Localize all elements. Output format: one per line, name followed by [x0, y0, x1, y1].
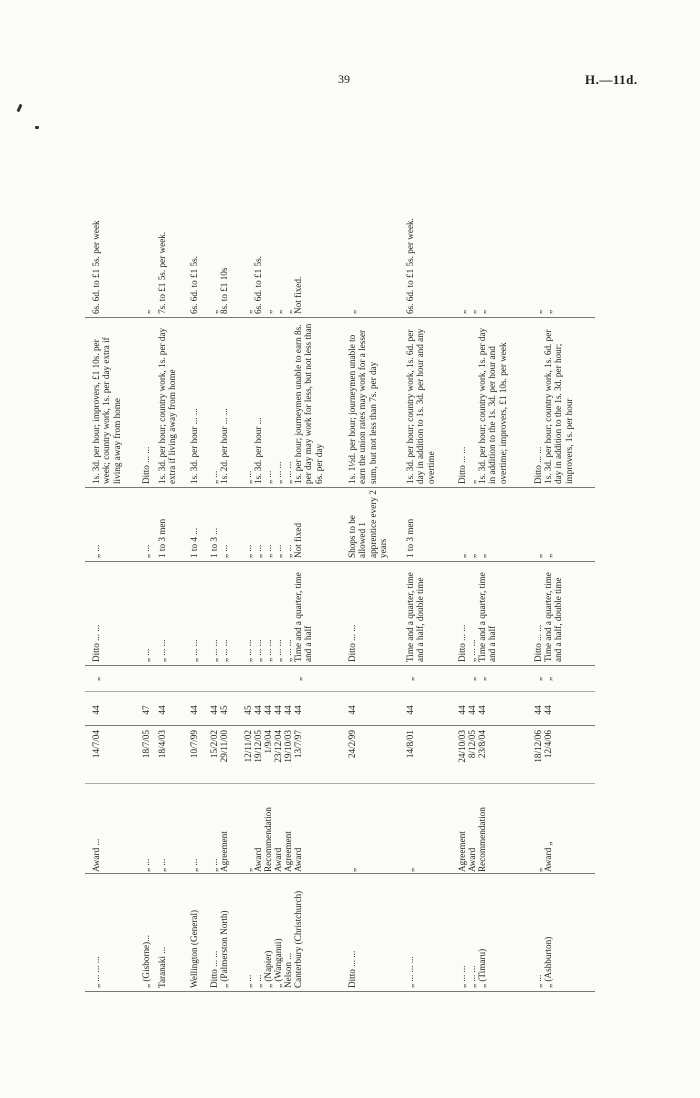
cell-district: Ditto ... ... [209, 950, 219, 988]
table-row [533, 102, 543, 992]
cell-ratio: „ [477, 553, 487, 558]
cell-range: „ [263, 309, 273, 314]
cell-district: „ ... [253, 974, 263, 988]
cell-wage: 1s. per hour; journeymen unable to earn 8s. per day may work for less, but not less than 6s. per day [293, 323, 324, 484]
cell-ot1 [157, 668, 189, 690]
cell-ratio: „ [457, 553, 467, 558]
table-row [253, 102, 263, 992]
cell-proceeding: Award [253, 847, 263, 872]
cell-ot1 [457, 668, 467, 690]
cell-range: „ [141, 309, 151, 314]
cell-wage: Ditto ... ... [457, 446, 467, 484]
cell-district: „ (Palmerston North) [219, 910, 229, 988]
cell-range: „ [543, 309, 553, 314]
cell-date: 24/10/03 [457, 730, 467, 763]
cell-proceeding: Agreement [283, 831, 293, 872]
cell-ratio: „ ... [263, 544, 273, 558]
wage-rates-table [85, 102, 595, 992]
cell-hours: 44 [157, 705, 167, 715]
cell-hours: 44 [253, 705, 263, 715]
cell-date: 18/7/05 [141, 730, 151, 759]
cell-ratio: Shops to be allowed 1 apprentice every 2 years [347, 490, 389, 558]
cell-date: 24/2/99 [347, 730, 357, 759]
cell-hours: 44 [283, 705, 293, 715]
cell-wage: 1s. 1½d. per hour; journeymen unable to earn the union rates may work for a lesser sum, but not less than 7s. per day [347, 329, 378, 484]
table-row [543, 102, 603, 992]
cell-ratio: 1 to 3 ... [209, 527, 219, 558]
cell-district: „ ... [243, 974, 253, 988]
cell-date: 14/8/01 [405, 730, 415, 759]
cell-ot1 [243, 668, 253, 690]
cell-range: „ [533, 309, 543, 314]
cell-range: „ [243, 309, 253, 314]
cell-wage: 1s. 3d. per hour; country work, 1s. 6d. per day in addition to the 1s. 3d. per hour; improvers, 1s. per hour [543, 329, 574, 484]
cell-hours: 44 [457, 705, 467, 715]
cell-wage: „ ... [209, 470, 219, 484]
cell-district: Nelson ... [283, 952, 293, 988]
cell-proceeding: Award [467, 847, 477, 872]
cell-proceeding: „ [533, 867, 543, 872]
margin-mark [16, 104, 22, 113]
cell-wage: „ [467, 479, 477, 484]
cell-ot1 [273, 668, 283, 690]
table-row [141, 102, 157, 992]
cell-district: „ ... [533, 974, 543, 988]
cell-hours: 45 [243, 705, 253, 715]
cell-ratio: „ [533, 553, 543, 558]
cell-overtime: „ ... ... [283, 639, 293, 662]
table-row [209, 102, 219, 992]
cell-range: Not fixed. [293, 276, 303, 314]
cell-range: „ [209, 309, 219, 314]
cell-district: „ (Napier) [263, 950, 273, 988]
cell-hours: 44 [347, 705, 357, 715]
table-row [157, 102, 189, 992]
cell-ratio: „ ... [283, 544, 293, 558]
cell-range: „ [347, 309, 357, 314]
cell-hours: 44 [405, 705, 415, 715]
cell-ot1 [209, 668, 219, 690]
cell-hours: 44 [477, 705, 487, 715]
table-row [91, 102, 141, 992]
cell-ot1: „ [293, 676, 303, 682]
cell-date: 18/4/03 [157, 730, 167, 759]
table-row [273, 102, 283, 992]
cell-hours: 44 [189, 705, 199, 715]
cell-date: 12/11/02 [243, 730, 253, 763]
cell-wage: 1s. 3d. per hour; country work, 1s. per day in addition to the 1s. 3d. per hour and overtime; improvers, £1 10s. per week [477, 327, 508, 484]
cell-ot1: „ [467, 676, 477, 682]
cell-range: 6s. 6d. to £1 5s. per week [91, 220, 101, 314]
cell-ot1 [283, 668, 293, 690]
cell-wage: „ ... [243, 470, 253, 484]
cell-hours: 44 [467, 705, 477, 715]
cell-proceeding: Agreement [219, 831, 229, 872]
cell-wage: „ ... [263, 470, 273, 484]
cell-wage: 1s. 3d. per hour; improvers, £1 10s. per week; country work, 1s. per day extra if living away from home [91, 337, 122, 484]
cell-range: 6s. 6d. to £1 5s. [189, 256, 199, 314]
cell-proceeding: Recommendation [477, 807, 487, 872]
cell-ratio: „ ... [273, 544, 283, 558]
cell-overtime: Time and a quarter, time and a half [477, 572, 498, 662]
page-number: 39 [338, 72, 350, 86]
cell-overtime: Ditto ... ... [91, 624, 101, 662]
cell-overtime: „ ... ... [467, 639, 477, 662]
cell-proceeding: „ ... [209, 858, 219, 872]
table-row [405, 102, 457, 992]
cell-district: „ ... ... ... [405, 956, 415, 988]
cell-hours: 44 [293, 705, 303, 715]
cell-proceeding: Award [273, 847, 283, 872]
cell-district: „ (Wanganui) [273, 938, 283, 988]
cell-range: 6s. 6d. to £1 5s. per week. [405, 218, 415, 314]
cell-ot1 [253, 668, 263, 690]
cell-ratio: 1 to 3 men [157, 518, 167, 558]
table-row [457, 102, 467, 992]
cell-ratio: „ ... [141, 544, 151, 558]
cell-proceeding: Agreement [457, 831, 467, 872]
cell-ratio: „ ... [91, 544, 101, 558]
cell-overtime: „ ... ... [263, 639, 273, 662]
cell-date: 19/10/03 [283, 730, 293, 763]
cell-date: 12/4/06 [543, 730, 553, 759]
cell-ot1 [347, 668, 405, 690]
table-row [347, 102, 405, 992]
cell-proceeding: Award [293, 847, 303, 872]
cell-proceeding: „ ... [157, 858, 167, 872]
cell-range: 6s. 6d. to £1 5s. [253, 256, 263, 314]
cell-overtime: „ ... ... [219, 639, 229, 662]
cell-overtime: Ditto ... ... [533, 624, 543, 662]
cell-proceeding: „ ... [189, 858, 199, 872]
cell-proceeding: „ ... [141, 858, 151, 872]
cell-overtime: „ ... [141, 648, 151, 662]
cell-date: 23/8/04 [477, 730, 487, 759]
cell-wage: 1s. 3d. per hour ... [253, 417, 263, 484]
cell-ratio: „ [543, 553, 553, 558]
cell-date: 29/11/00 [219, 730, 229, 763]
cell-ratio: „ [467, 553, 477, 558]
cell-date: 1/9/04 [263, 730, 273, 754]
cell-date: 19/12/05 [253, 730, 263, 763]
cell-wage: 1s. 3d. per hour; country work, 1s. 6d. per day in addition to 1s. 3d. per hour and any overtime [405, 328, 436, 484]
cell-wage: 1s. 2d. per hour ... ... [219, 408, 229, 484]
cell-ratio: 1 to 3 men [405, 518, 415, 558]
cell-district: „ ... ... ... [91, 956, 101, 988]
cell-overtime: „ ... ... [189, 639, 199, 662]
cell-hours: 44 [209, 705, 219, 715]
cell-wage: Ditto ... ... [533, 446, 543, 484]
table-row [243, 102, 253, 992]
cell-overtime: „ ... ... [253, 639, 263, 662]
cell-range: 8s. to £1 10s [219, 267, 229, 314]
cell-wage: 1s. 3d. per hour ... ... [189, 408, 199, 484]
cell-range: 7s. to £1 5s. per week. [157, 231, 167, 314]
cell-hours: 45 [219, 705, 229, 715]
cell-overtime: „ ... ... [243, 639, 253, 662]
cell-overtime: Ditto ... ... [457, 624, 467, 662]
cell-proceeding: Award „ [543, 841, 553, 872]
cell-district: Wellington (General) [189, 909, 199, 988]
cell-overtime: „ ... ... [157, 639, 167, 662]
table-row [283, 102, 293, 992]
cell-district: Ditto ... ... [347, 950, 357, 988]
cell-ot1: „ [543, 676, 553, 682]
cell-proceeding: „ [243, 867, 253, 872]
cell-wage: „ ... ... [283, 461, 293, 484]
cell-range: „ [283, 309, 293, 314]
cell-overtime: Time and a quarter, time and a half, double time [405, 572, 426, 662]
cell-ratio: „ ... [219, 544, 229, 558]
cell-range: „ [477, 309, 487, 314]
cell-hours: 47 [141, 705, 151, 715]
cell-ratio: Not fixed [293, 523, 303, 558]
cell-hours: 44 [91, 705, 101, 715]
cell-ot1: „ [405, 676, 415, 682]
cell-date: 23/12/04 [273, 730, 283, 763]
cell-ot1: „ [533, 676, 543, 682]
cell-range: „ [467, 309, 477, 314]
document-code: H.—11d. [585, 72, 638, 87]
cell-district: „ (Ashburton) [543, 936, 553, 988]
cell-date: 10/7/99 [189, 730, 199, 759]
cell-proceeding: Award ... [91, 838, 101, 872]
cell-proceeding: „ [405, 867, 415, 872]
cell-wage: Ditto ... ... [141, 446, 151, 484]
table-row [293, 102, 347, 992]
cell-date: 13/7/97 [293, 730, 303, 759]
cell-range: „ [273, 309, 283, 314]
cell-overtime: „ ... ... [273, 639, 283, 662]
cell-overtime: Time and a quarter, time and a half, double time [543, 572, 564, 662]
cell-overtime: Ditto ... ... [347, 624, 357, 662]
cell-overtime: „ ... ... [209, 639, 219, 662]
cell-ot1 [141, 668, 157, 690]
cell-ot1 [219, 668, 243, 690]
cell-proceeding: Recommendation [263, 807, 273, 872]
cell-hours: 44 [543, 705, 553, 715]
cell-district: „ ... ... [457, 965, 467, 988]
cell-hours: 44 [263, 705, 273, 715]
table-row [189, 102, 209, 992]
cell-proceeding: „ [347, 867, 357, 872]
cell-ratio: 1 to 4 ... [189, 527, 199, 558]
margin-mark [35, 126, 39, 129]
table-row [263, 102, 273, 992]
cell-ot1 [189, 668, 209, 690]
cell-date: 8/12/05 [467, 730, 477, 759]
cell-district: „ (Gisborne)... [141, 934, 151, 988]
rotated-table-wrapper [85, 102, 595, 992]
table-row [477, 102, 533, 992]
cell-wage: 1s. 3d. per hour; country work, 1s. per day extra if living away from home [157, 327, 178, 484]
cell-ot1: „ [91, 676, 101, 682]
cell-ratio: „ ... [253, 544, 263, 558]
cell-date: 14/7/04 [91, 730, 101, 759]
cell-ot1: „ [477, 676, 487, 682]
cell-range: „ [457, 309, 467, 314]
table-row [219, 102, 243, 992]
cell-district: „ (Timaru) [477, 948, 487, 988]
cell-hours: 44 [273, 705, 283, 715]
cell-district: Canterbury (Christchurch) [293, 890, 303, 988]
cell-date: 18/12/06 [533, 730, 543, 763]
cell-ratio: „ ... [243, 544, 253, 558]
cell-overtime: Time and a quarter, time and a half [293, 572, 314, 662]
cell-district: Taranaki ... [157, 946, 167, 988]
cell-ot1 [263, 668, 273, 690]
cell-date: 15/2/02 [209, 730, 219, 759]
cell-wage: „ ... ... [273, 461, 283, 484]
table-row [467, 102, 477, 992]
cell-hours: 44 [533, 705, 543, 715]
cell-district: „ ... ... [467, 965, 477, 988]
